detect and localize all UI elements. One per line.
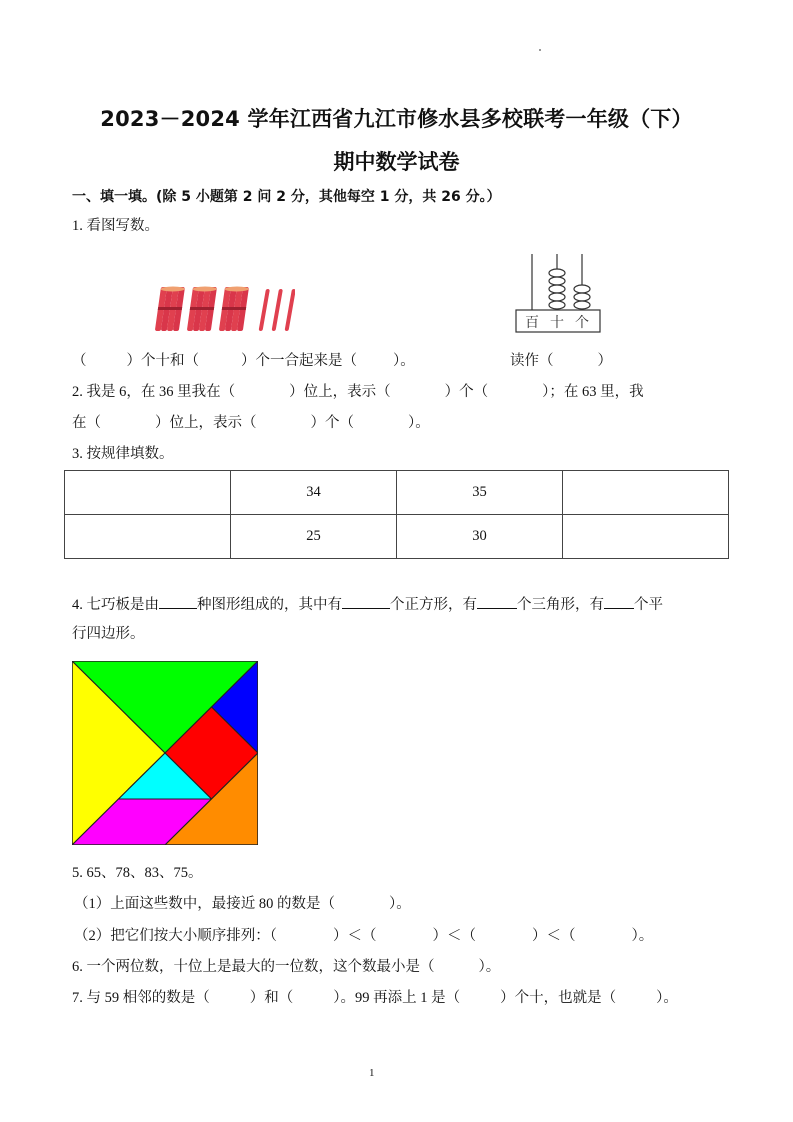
text: ）和（	[249, 990, 294, 1006]
text: ）	[597, 353, 612, 369]
text: 2. 我是 6，在 36 里我在（	[72, 384, 236, 400]
text: ）＜（	[432, 928, 476, 944]
text: ）个（	[310, 415, 354, 431]
table-cell: 25	[231, 515, 397, 559]
q1-read-line	[510, 351, 612, 371]
q5-sub2	[74, 926, 653, 946]
bundled-sticks-icon	[155, 283, 295, 333]
text: 种图形组成的，其中有	[197, 597, 342, 613]
text: ）个（	[444, 384, 489, 400]
text: ）。	[631, 928, 654, 944]
q6-line	[72, 957, 500, 977]
text: 4. 七巧板是由	[72, 597, 159, 613]
text: （	[72, 353, 87, 369]
single-sticks	[259, 289, 295, 331]
text: 个三角形，有	[517, 597, 604, 613]
text: ）；在 63 里，我	[542, 384, 644, 400]
text: 个平	[634, 597, 663, 613]
q2-line1	[72, 382, 644, 402]
text: ）。	[393, 353, 415, 369]
svg-text:十: 十	[550, 315, 564, 331]
text: 7. 与 59 相邻的数是（	[72, 990, 210, 1006]
text: 在（	[72, 415, 101, 431]
text: ）。99 再添上 1 是（	[333, 990, 461, 1006]
answer-underline[interactable]	[342, 594, 390, 609]
table-cell: 30	[397, 515, 563, 559]
text: ）。	[478, 959, 501, 975]
text: ）位上，表示（	[289, 384, 391, 400]
q1-answer-line	[72, 351, 415, 371]
q7-line	[72, 988, 678, 1008]
text: （2）把它们按大小顺序排列：（	[74, 928, 277, 944]
table-cell: 35	[397, 471, 563, 515]
text: ）＜（	[333, 928, 377, 944]
text: ）＜（	[532, 928, 576, 944]
svg-text:个: 个	[575, 315, 589, 331]
answer-underline[interactable]	[477, 594, 517, 609]
text: ）个一合起来是（	[241, 353, 357, 369]
q1-prompt: 1. 看图写数。	[72, 218, 159, 234]
text: ）。	[656, 990, 678, 1006]
q5-prompt: 5. 65、78、83、75。	[72, 865, 203, 881]
q5-sub1	[74, 894, 411, 914]
page-number: 1	[369, 1067, 375, 1079]
page-dot	[539, 49, 541, 51]
svg-text:百: 百	[525, 315, 539, 331]
q2-line2	[72, 413, 430, 433]
page-title: 2023－2024 学年江西省九江市修水县多校联考一年级（下）	[100, 107, 693, 131]
table-row	[65, 515, 729, 559]
answer-underline[interactable]	[604, 594, 634, 609]
text: ）。	[408, 415, 430, 431]
text: 个正方形，有	[390, 597, 477, 613]
table-cell-blank[interactable]	[65, 515, 231, 559]
abacus-icon	[510, 252, 605, 334]
text: ）。	[389, 896, 411, 912]
q3-prompt: 3. 按规律填数。	[72, 446, 174, 462]
table-cell-blank[interactable]	[65, 471, 231, 515]
table-cell: 34	[231, 471, 397, 515]
table-row	[65, 471, 729, 515]
section-heading: 一、填一填。(除 5 小题第 2 问 2 分，其他每空 1 分，共 26 分。）	[72, 189, 501, 205]
text: ）个十，也就是（	[500, 990, 617, 1006]
text: ）位上，表示（	[155, 415, 257, 431]
q4-line1	[72, 594, 663, 615]
table-cell-blank[interactable]	[563, 515, 729, 559]
text: 6. 一个两位数，十位上是最大的一位数，这个数最小是（	[72, 959, 435, 975]
text: （1）上面这些数中，最接近 80 的数是（	[74, 896, 335, 912]
page-subtitle: 期中数学试卷	[333, 150, 460, 174]
pattern-table	[64, 470, 729, 559]
text: 读作（	[510, 353, 554, 369]
tangram-icon	[72, 661, 258, 845]
table-cell-blank[interactable]	[563, 471, 729, 515]
answer-underline[interactable]	[159, 594, 197, 609]
stick-bundle	[155, 287, 249, 332]
q4-line2: 行四边形。	[72, 626, 145, 642]
text: ）个十和（	[126, 353, 199, 369]
